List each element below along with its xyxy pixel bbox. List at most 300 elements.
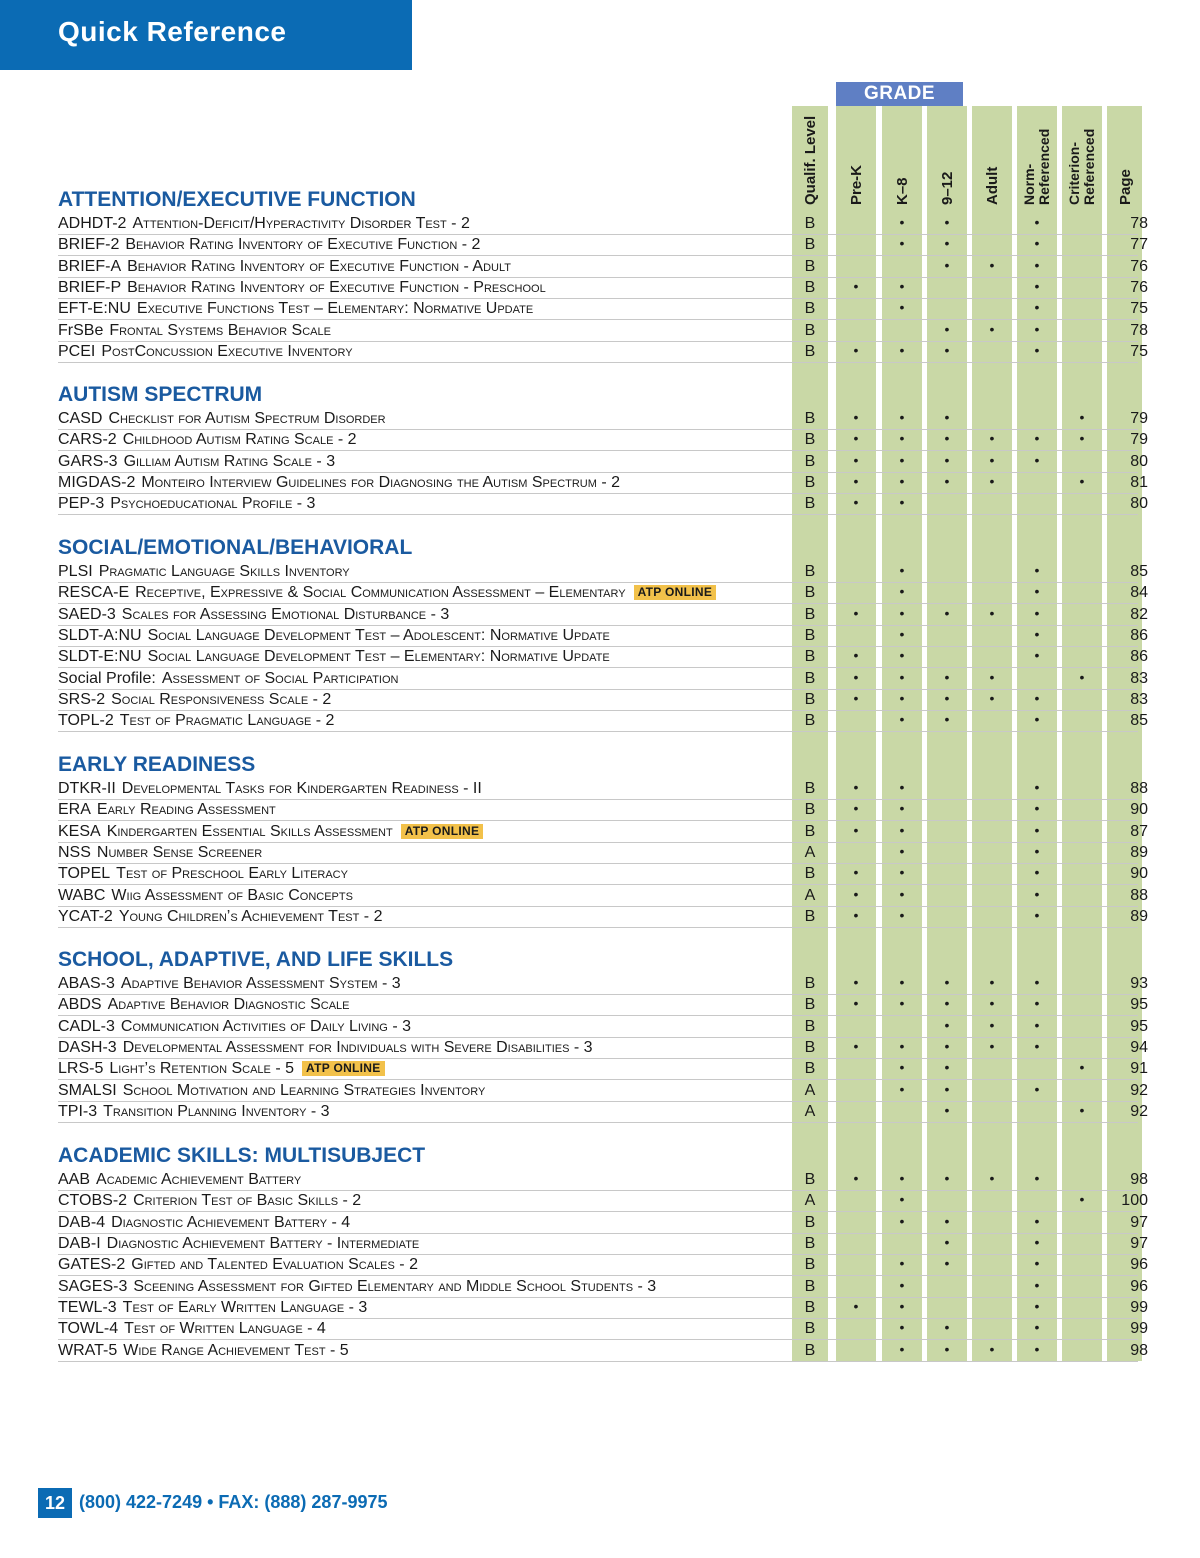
applicability-dot: • [989, 1016, 995, 1033]
test-code: GATES-2 [58, 1256, 126, 1274]
test-code: GARS-3 [58, 452, 118, 470]
table-row [58, 341, 1148, 363]
test-name: School Motivation and Learning Strategies Inventory [122, 1081, 486, 1099]
qualification-level: B [804, 975, 816, 992]
applicability-dot: • [989, 430, 995, 447]
qualification-level: B [804, 648, 816, 666]
test-code: CARS-2 [58, 431, 117, 449]
table-row [58, 213, 1148, 235]
applicability-dot: • [899, 885, 905, 902]
qualification-level: B [804, 300, 816, 318]
applicability-dot: • [853, 473, 859, 490]
test-label [58, 214, 470, 233]
test-code: CTOBS-2 [58, 1192, 128, 1210]
column-header: K–8 [894, 177, 911, 205]
test-code: FrSBe [58, 321, 104, 339]
test-code: TOPEL [58, 865, 111, 883]
applicability-dot: • [899, 1298, 905, 1315]
applicability-dot: • [1034, 1212, 1040, 1229]
test-code: SAED-3 [58, 605, 116, 623]
applicability-dot: • [853, 779, 859, 795]
page-number: 92 [1130, 1081, 1148, 1099]
test-name: Sceening Assessment for Gifted Elementary and Middle School Students - 3 [133, 1277, 657, 1295]
qualification-level: B [804, 452, 816, 470]
table-row [58, 885, 1148, 907]
column-header: 9–12 [939, 171, 956, 205]
test-name: Test of Early Written Language - 3 [122, 1299, 368, 1317]
applicability-dot: • [944, 1016, 950, 1033]
test-name: Social Language Development Test – Adolescent: Normative Update [147, 627, 610, 645]
column-header: Page [1116, 169, 1134, 205]
applicability-dot: • [899, 473, 905, 490]
test-label [58, 690, 331, 709]
qualification-level: A [804, 1103, 816, 1121]
page-number: 89 [1130, 844, 1148, 862]
applicability-dot: • [1034, 647, 1040, 664]
qualification-level: B [804, 691, 816, 709]
table-row [58, 973, 1148, 995]
test-name: Kindergarten Essential Skills Assessment [106, 822, 393, 840]
page-number: 83 [1130, 691, 1148, 709]
qualification-level: B [804, 343, 816, 361]
table-row [58, 561, 1148, 583]
applicability-dot: • [853, 1298, 859, 1315]
page-number: 95 [1130, 1017, 1148, 1035]
applicability-dot: • [1034, 1080, 1040, 1097]
test-name: Attention-Deficit/Hyperactivity Disorder Test - 2 [132, 215, 470, 232]
page-number: 90 [1130, 801, 1148, 819]
page-number: 79 [1130, 431, 1148, 449]
applicability-dot: • [944, 451, 950, 468]
test-name: PostConcussion Executive Inventory [101, 343, 353, 361]
test-label [58, 342, 353, 361]
test-label [58, 1191, 361, 1210]
test-label [58, 907, 382, 926]
applicability-dot: • [899, 1170, 905, 1186]
test-name: Psychoeducational Profile - 3 [110, 495, 316, 513]
page-number: 85 [1130, 712, 1148, 730]
test-name: Social Language Development Test – Elementary: Normative Update [147, 648, 610, 666]
applicability-dot: • [853, 995, 859, 1012]
test-code: ABDS [58, 996, 102, 1014]
table-row [58, 778, 1148, 800]
applicability-dot: • [944, 342, 950, 359]
table-row [58, 1058, 1148, 1080]
page-number: 98 [1130, 1171, 1148, 1188]
test-label [58, 822, 483, 841]
test-label [58, 494, 315, 513]
test-name: Developmental Assessment for Individuals with Severe Disabilities - 3 [122, 1039, 593, 1057]
applicability-dot: • [944, 1212, 950, 1229]
applicability-dot: • [944, 1340, 950, 1357]
test-label [58, 1234, 419, 1253]
test-label [58, 1319, 326, 1338]
qualification-level: A [804, 1192, 816, 1210]
test-name: Wiig Assessment of Basic Concepts [111, 886, 353, 904]
applicability-dot: • [853, 494, 859, 511]
applicability-dot: • [1034, 626, 1040, 643]
applicability-dot: • [944, 256, 950, 273]
applicability-dot: • [899, 800, 905, 817]
applicability-dot: • [853, 451, 859, 468]
test-label [58, 1038, 593, 1057]
test-code: TOPL-2 [58, 712, 114, 730]
applicability-dot: • [853, 430, 859, 447]
page-number: 91 [1130, 1060, 1148, 1078]
qualification-level: B [804, 908, 816, 926]
applicability-dot: • [1034, 1298, 1040, 1315]
table-row [58, 1340, 1148, 1362]
page-number: 93 [1130, 975, 1148, 992]
table-row [58, 646, 1148, 668]
applicability-dot: • [944, 668, 950, 685]
applicability-dot: • [944, 690, 950, 707]
qualification-level: B [804, 669, 816, 687]
applicability-dot: • [1079, 668, 1085, 685]
page-number: 88 [1130, 886, 1148, 904]
test-label [58, 605, 449, 624]
applicability-dot: • [1034, 451, 1040, 468]
test-name: Executive Functions Test – Elementary: Normative Update [136, 300, 534, 318]
column-header: Pre-K [848, 164, 865, 205]
test-name: Social Responsiveness Scale - 2 [111, 691, 332, 709]
test-code: NSS [58, 844, 91, 862]
applicability-dot: • [1034, 779, 1040, 795]
table-row [58, 668, 1148, 690]
applicability-dot: • [989, 690, 995, 707]
page-number: 78 [1130, 215, 1148, 232]
table-row [58, 863, 1148, 885]
test-label [58, 843, 262, 862]
page-number: 96 [1130, 1256, 1148, 1274]
applicability-dot: • [1034, 690, 1040, 707]
applicability-dot: • [989, 473, 995, 490]
applicability-dot: • [989, 1038, 995, 1055]
test-name: Checklist for Autism Spectrum Disorder [108, 410, 386, 427]
applicability-dot: • [1079, 473, 1085, 490]
qualification-level: B [804, 822, 816, 840]
qualification-level: A [804, 886, 816, 904]
applicability-dot: • [1034, 821, 1040, 838]
section-title: AUTISM SPECTRUM [58, 383, 263, 406]
qualification-level: B [804, 236, 816, 254]
applicability-dot: • [899, 1038, 905, 1055]
applicability-dot: • [899, 1191, 905, 1208]
test-code: YCAT-2 [58, 908, 113, 926]
page-number: 95 [1130, 996, 1148, 1014]
test-name: Test of Pragmatic Language - 2 [119, 712, 335, 730]
applicability-dot: • [944, 409, 950, 425]
qualification-level: A [804, 844, 816, 862]
applicability-dot: • [899, 278, 905, 295]
test-label [58, 1017, 411, 1036]
test-name: Young Children’s Achievement Test - 2 [118, 908, 383, 926]
table-row [58, 451, 1148, 473]
applicability-dot: • [853, 409, 859, 425]
test-name: Gifted and Talented Evaluation Scales - 2 [131, 1256, 418, 1274]
page-number: 94 [1130, 1039, 1148, 1057]
qualification-level: B [804, 1039, 816, 1057]
qualification-level: B [804, 1235, 816, 1253]
test-label [58, 430, 357, 449]
applicability-dot: • [899, 430, 905, 447]
footer-page-number: 12 [38, 1488, 72, 1518]
applicability-dot: • [944, 235, 950, 252]
applicability-dot: • [1034, 562, 1040, 578]
applicability-dot: • [1034, 907, 1040, 924]
test-label [58, 800, 276, 819]
applicability-dot: • [1034, 995, 1040, 1012]
test-code: DAB-4 [58, 1213, 106, 1231]
table-row [58, 1297, 1148, 1319]
test-code: RESCA-E [58, 584, 130, 602]
qualification-level: B [804, 1017, 816, 1035]
applicability-dot: • [1034, 583, 1040, 600]
test-code: MIGDAS-2 [58, 474, 136, 492]
page-number: 76 [1130, 257, 1148, 275]
applicability-dot: • [853, 1170, 859, 1186]
qualification-level: B [804, 563, 816, 580]
test-name: Criterion Test of Basic Skills - 2 [133, 1192, 362, 1210]
test-name: Childhood Autism Rating Scale - 2 [122, 431, 357, 449]
table-row [58, 298, 1148, 320]
page-number: 92 [1130, 1103, 1148, 1121]
table-row [58, 689, 1148, 711]
atp-online-badge: ATP ONLINE [302, 1061, 385, 1076]
applicability-dot: • [899, 562, 905, 578]
applicability-dot: • [1034, 1170, 1040, 1186]
applicability-dot: • [899, 821, 905, 838]
section-title: SOCIAL/EMOTIONAL/BEHAVIORAL [58, 536, 413, 559]
applicability-dot: • [899, 668, 905, 685]
section-title: ATTENTION/EXECUTIVE FUNCTION [58, 188, 416, 211]
table-row [58, 277, 1148, 299]
applicability-dot: • [1034, 1038, 1040, 1055]
atp-online-badge: ATP ONLINE [634, 585, 717, 600]
applicability-dot: • [944, 1038, 950, 1055]
test-label [58, 886, 353, 905]
page-number: 85 [1130, 563, 1148, 580]
test-label [58, 235, 480, 254]
section-title: SCHOOL, ADAPTIVE, AND LIFE SKILLS [58, 948, 454, 971]
applicability-dot: • [1079, 1102, 1085, 1119]
section-title: EARLY READINESS [58, 753, 256, 776]
applicability-dot: • [899, 1340, 905, 1357]
qualification-level: B [804, 474, 816, 492]
applicability-dot: • [1034, 320, 1040, 337]
applicability-dot: • [899, 299, 905, 316]
page-number: 80 [1130, 495, 1148, 513]
qualification-level: B [804, 605, 816, 623]
applicability-dot: • [1034, 278, 1040, 295]
applicability-dot: • [853, 1038, 859, 1055]
test-name: Behavior Rating Inventory of Executive Function - 2 [125, 236, 481, 254]
test-label [58, 995, 350, 1014]
applicability-dot: • [899, 409, 905, 425]
test-label [58, 1102, 330, 1121]
applicability-dot: • [853, 800, 859, 817]
page-number: 75 [1130, 300, 1148, 318]
applicability-dot: • [1034, 1016, 1040, 1033]
applicability-dot: • [1034, 604, 1040, 621]
test-name: Monteiro Interview Guidelines for Diagnosing the Autism Spectrum - 2 [141, 474, 621, 492]
table-row [58, 1254, 1148, 1276]
qualification-level: B [804, 780, 816, 797]
test-name: Developmental Tasks for Kindergarten Readiness - II [121, 780, 482, 797]
table-row [58, 1080, 1148, 1102]
qualification-level: B [804, 584, 816, 602]
table-row [58, 1318, 1148, 1340]
page-number: 88 [1130, 780, 1148, 797]
applicability-dot: • [899, 995, 905, 1012]
applicability-dot: • [853, 278, 859, 295]
applicability-dot: • [1034, 1255, 1040, 1272]
test-name: Receptive, Expressive & Social Communication Assessment – Elementary [135, 584, 626, 602]
table-row [58, 799, 1148, 821]
test-name: Frontal Systems Behavior Scale [109, 321, 331, 339]
applicability-dot: • [899, 1276, 905, 1293]
applicability-dot: • [944, 1059, 950, 1076]
test-label [58, 1255, 418, 1274]
applicability-dot: • [1079, 1191, 1085, 1208]
qualification-level: B [804, 410, 816, 427]
applicability-dot: • [1034, 800, 1040, 817]
qualification-level: B [804, 257, 816, 275]
table-row [58, 408, 1148, 430]
applicability-dot: • [989, 320, 995, 337]
qualification-level: B [804, 279, 816, 297]
test-label [58, 1059, 385, 1078]
test-label [58, 1341, 349, 1360]
applicability-dot: • [1079, 409, 1085, 425]
test-label [58, 1081, 485, 1100]
page-number: 90 [1130, 865, 1148, 883]
page-number: 75 [1130, 343, 1148, 361]
page-number: 97 [1130, 1213, 1148, 1231]
section-title: ACADEMIC SKILLS: MULTISUBJECT [58, 1144, 426, 1167]
applicability-dot: • [1034, 256, 1040, 273]
test-label [58, 278, 546, 297]
qualification-level: B [804, 1060, 816, 1078]
test-code: WABC [58, 886, 106, 904]
applicability-dot: • [853, 885, 859, 902]
page-number: 97 [1130, 1235, 1148, 1253]
test-code: LRS-5 [58, 1060, 104, 1078]
test-code: DTKR-II [58, 780, 116, 797]
applicability-dot: • [944, 1170, 950, 1186]
applicability-dot: • [944, 1102, 950, 1119]
test-code: CADL-3 [58, 1017, 115, 1035]
applicability-dot: • [989, 995, 995, 1012]
applicability-dot: • [989, 1340, 995, 1357]
column-header: Criterion- Referenced [1066, 128, 1097, 205]
applicability-dot: • [1034, 299, 1040, 316]
applicability-dot: • [899, 583, 905, 600]
applicability-dot: • [944, 1319, 950, 1336]
test-code: SLDT-A:NU [58, 627, 142, 645]
table-row [58, 1233, 1148, 1255]
page-number: 84 [1130, 584, 1148, 602]
applicability-dot: • [1034, 1276, 1040, 1293]
applicability-dot: • [1034, 235, 1040, 252]
qualification-level: B [804, 627, 816, 645]
applicability-dot: • [1034, 1234, 1040, 1251]
applicability-dot: • [853, 864, 859, 881]
test-name: Communication Activities of Daily Living - 3 [120, 1017, 411, 1035]
test-code: SRS-2 [58, 691, 106, 709]
applicability-dot: • [899, 1255, 905, 1272]
applicability-dot: • [944, 1234, 950, 1251]
table-row [58, 1037, 1148, 1059]
header-tab [0, 0, 412, 70]
table-row [58, 472, 1148, 494]
test-code: TOWL-4 [58, 1320, 119, 1338]
test-name: Academic Achievement Battery [96, 1171, 302, 1188]
applicability-dot: • [989, 974, 995, 990]
table-row [58, 1101, 1148, 1123]
test-name: Diagnostic Achievement Battery - 4 [111, 1213, 351, 1231]
applicability-dot: • [1079, 1059, 1085, 1076]
test-code: SMALSI [58, 1081, 117, 1099]
qualification-level: B [804, 1341, 816, 1359]
applicability-dot: • [899, 604, 905, 621]
table-row [58, 842, 1148, 864]
applicability-dot: • [899, 1212, 905, 1229]
applicability-dot: • [899, 235, 905, 252]
applicability-dot: • [899, 214, 905, 230]
test-code: PCEI [58, 343, 96, 361]
test-label [58, 647, 610, 666]
table-row [58, 1276, 1148, 1298]
test-label [58, 257, 511, 276]
applicability-dot: • [1034, 1319, 1040, 1336]
qualification-level: B [804, 1277, 816, 1295]
page-number: 87 [1130, 822, 1148, 840]
footer-contact: (800) 422-7249 • FAX: (888) 287-9975 [79, 1492, 388, 1512]
table-row [58, 493, 1148, 515]
applicability-dot: • [944, 974, 950, 990]
applicability-dot: • [1034, 864, 1040, 881]
qualification-level: B [804, 1299, 816, 1317]
test-code: KESA [58, 822, 101, 840]
applicability-dot: • [899, 647, 905, 664]
applicability-dot: • [899, 451, 905, 468]
test-name: Scales for Assessing Emotional Disturbance - 3 [121, 605, 450, 623]
test-code: Social Profile: [58, 669, 156, 687]
table-row [58, 604, 1148, 626]
test-name: Wide Range Achievement Test - 5 [123, 1341, 349, 1359]
applicability-dot: • [899, 907, 905, 924]
applicability-dot: • [899, 1059, 905, 1076]
qualification-level: B [804, 865, 816, 883]
page-number: 99 [1130, 1320, 1148, 1338]
table-row [58, 906, 1148, 928]
qualification-level: B [804, 801, 816, 819]
table-row [58, 256, 1148, 278]
test-code: TEWL-3 [58, 1299, 117, 1317]
test-name: Early Reading Assessment [96, 801, 276, 819]
applicability-dot: • [1034, 885, 1040, 902]
applicability-dot: • [899, 342, 905, 359]
test-code: WRAT-5 [58, 1341, 118, 1359]
page-title: Quick Reference [58, 16, 287, 47]
page-number: 86 [1130, 627, 1148, 645]
test-label [58, 321, 331, 340]
applicability-dot: • [1034, 711, 1040, 728]
applicability-dot: • [853, 647, 859, 664]
applicability-dot: • [853, 604, 859, 621]
applicability-dot: • [944, 473, 950, 490]
